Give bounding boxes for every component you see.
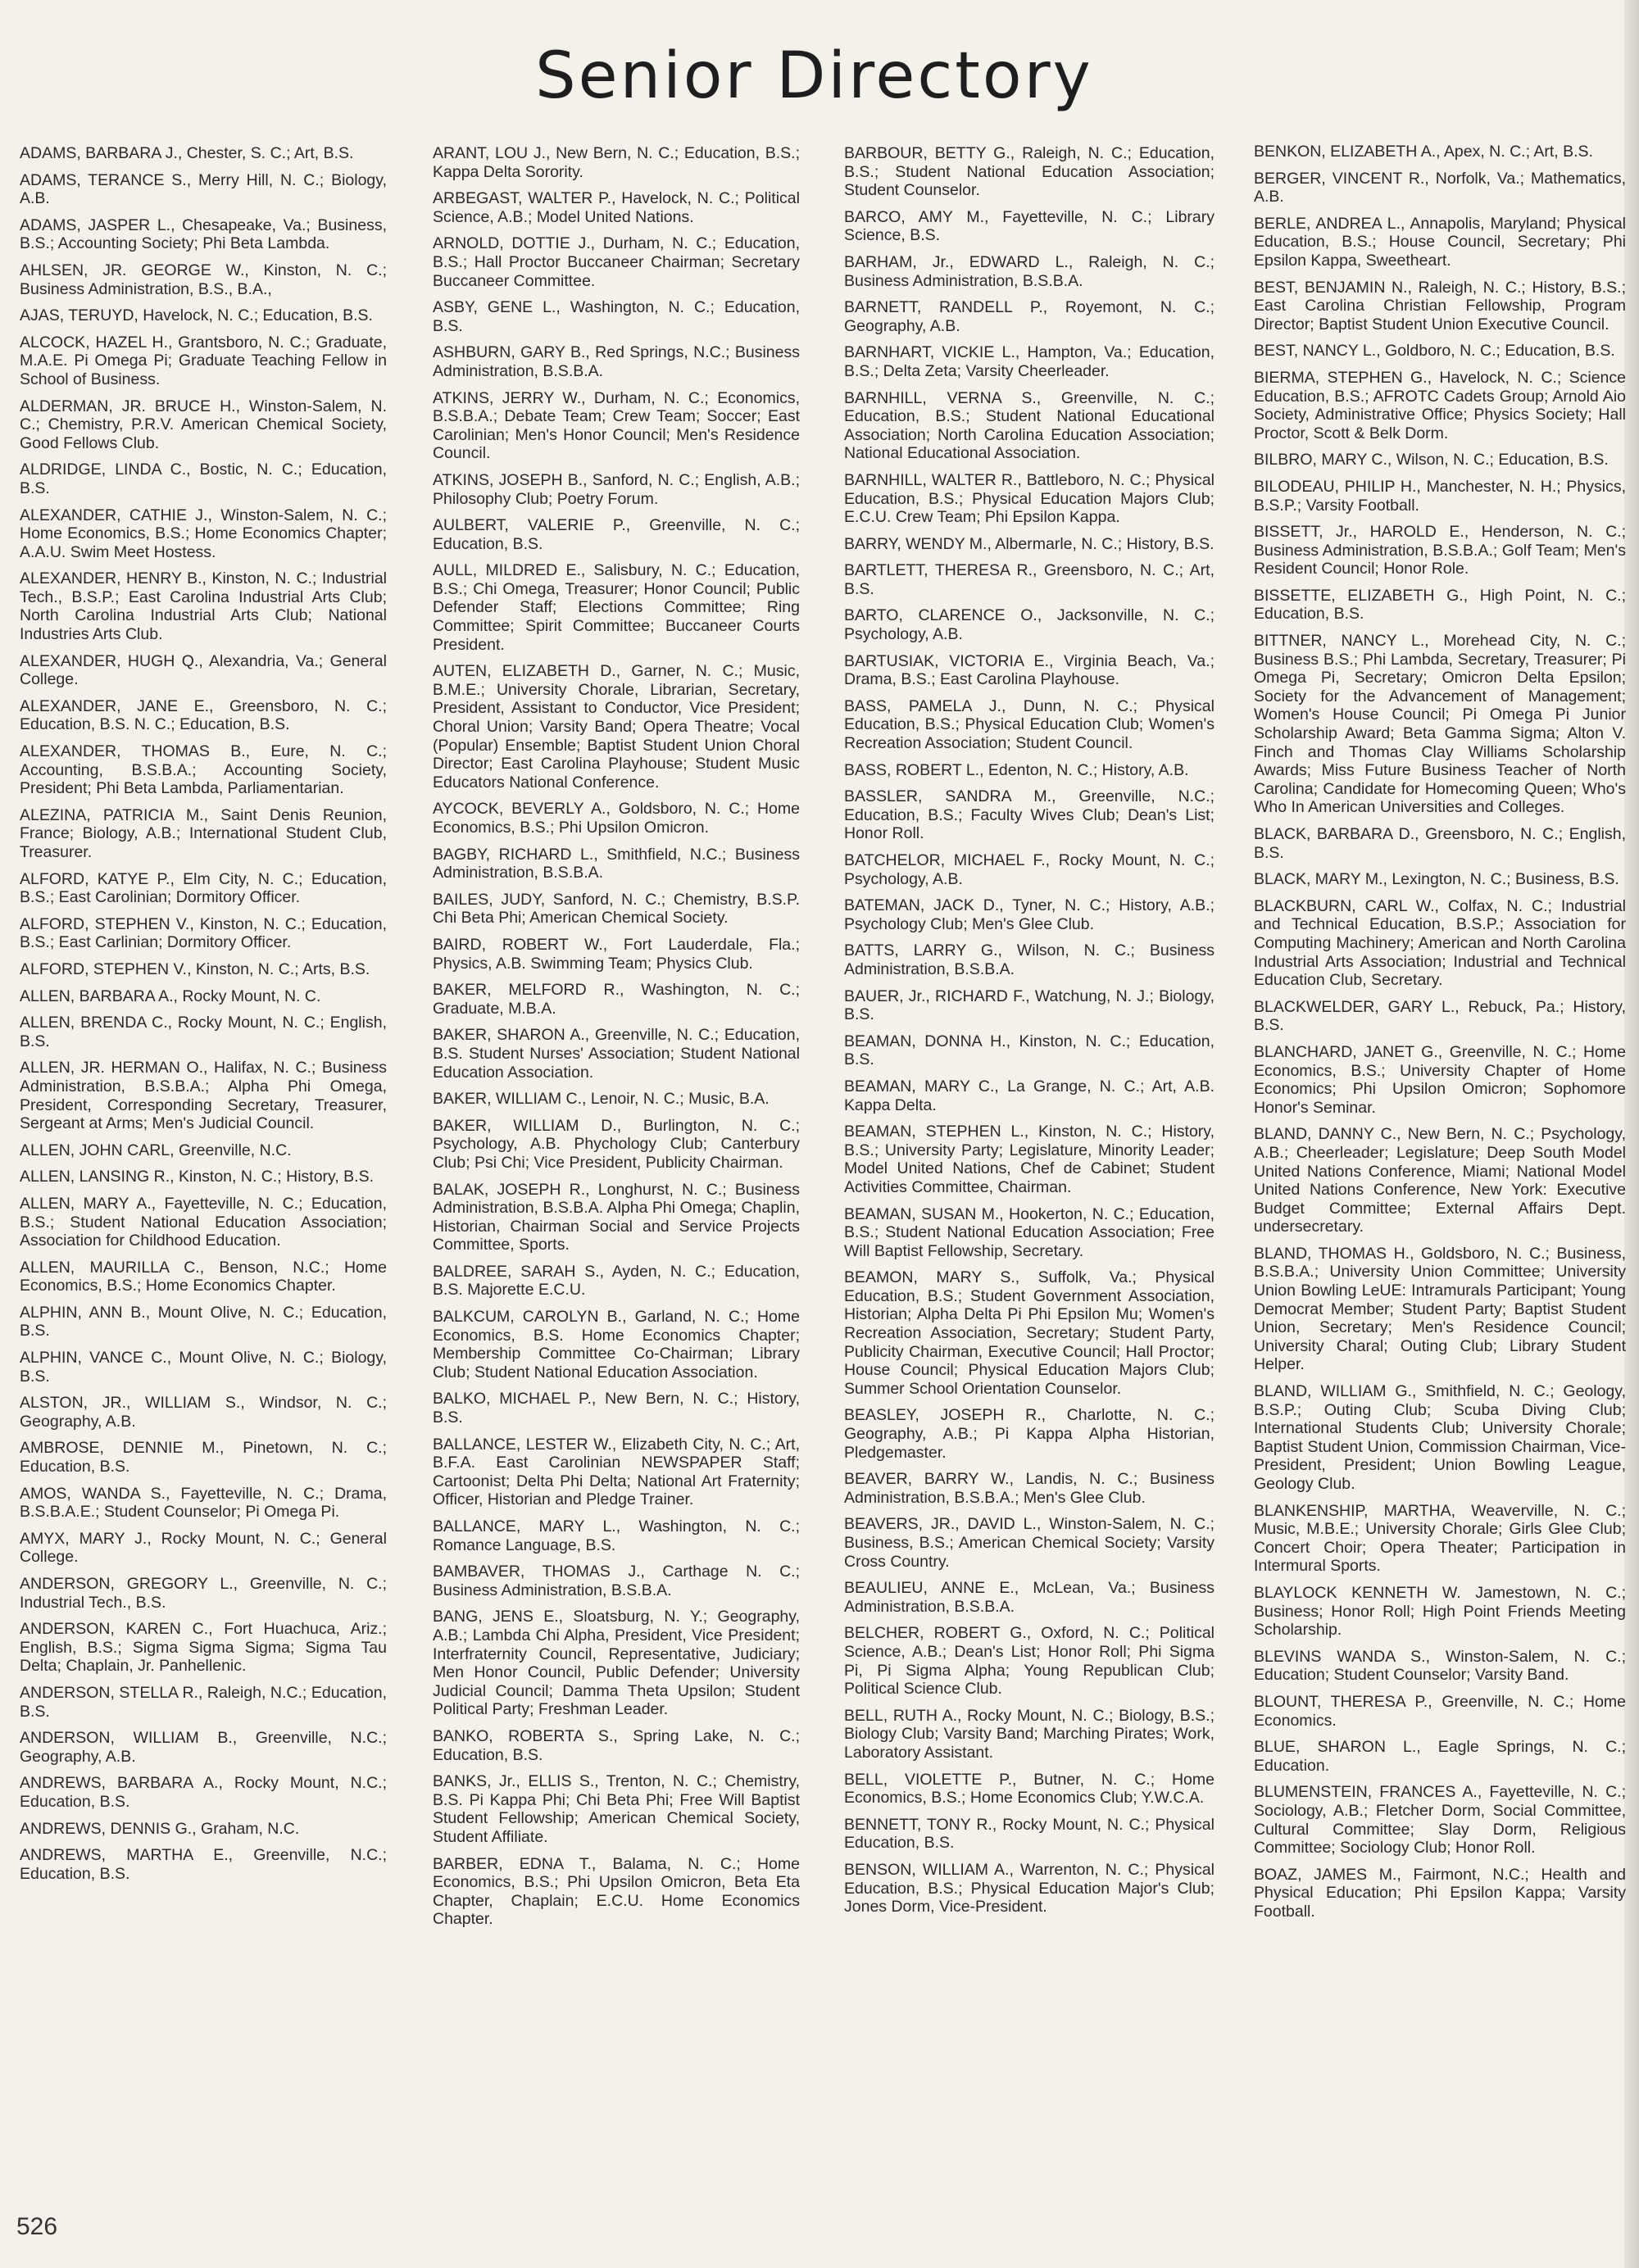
- directory-entry: ALLEN, BARBARA A., Rocky Mount, N. C.: [20, 987, 321, 1005]
- directory-entry: BILBRO, MARY C., Wilson, N. C.; Education, B.S.: [1254, 451, 1609, 469]
- directory-entry: ANDERSON, GREGORY L., Greenville, N. C.; Industrial Tech., B.S.: [20, 1575, 387, 1612]
- directory-entry: BEAMON, MARY S., Suffolk, Va.; Physical Education, B.S.; Student Government Association, Historian; Alpha Delta Pi Phi Epsilon Mu; Women's Recreation Association, Secretary; Student Party, Publicity Chairman, Executive Council; Hall Proctor; House Council; Physical Education Majors Club; Summer School Orientation Counselor.: [844, 1268, 1214, 1398]
- directory-entry: BALLANCE, LESTER W., Elizabeth City, N. C.; Art, B.F.A. East Carolinian NEWSPAPER Staff; Cartoonist; Delta Phi Delta; National Art Fraternity; Officer, Historian and Pledge Trainer.: [433, 1435, 800, 1509]
- page-title: Senior Directory: [535, 39, 1093, 113]
- directory-entry: AYCOCK, BEVERLY A., Goldsboro, N. C.; Home Economics, B.S.; Phi Upsilon Omicron.: [433, 800, 800, 837]
- directory-entry: BEAVERS, JR., DAVID L., Winston-Salem, N. C.; Business, B.S.; American Chemical Society; Varsity Cross Country.: [844, 1515, 1214, 1571]
- directory-entry: BARNETT, RANDELL P., Royemont, N. C.; Geography, A.B.: [844, 298, 1214, 335]
- directory-entry: ANDREWS, MARTHA E., Greenville, N.C.; Education, B.S.: [20, 1846, 387, 1883]
- directory-entry: BANKO, ROBERTA S., Spring Lake, N. C.; Education, B.S.: [433, 1726, 800, 1764]
- directory-entry: AULBERT, VALERIE P., Greenville, N. C.; Education, B.S.: [433, 516, 800, 553]
- directory-entry: ADAMS, JASPER L., Chesapeake, Va.; Business, B.S.; Accounting Society; Phi Beta Lambda.: [20, 215, 387, 253]
- directory-entry: ALFORD, KATYE P., Elm City, N. C.; Education, B.S.; East Carolinian; Dormitory Officer.: [20, 869, 387, 907]
- directory-entry: BAMBAVER, THOMAS J., Carthage N. C.; Business Administration, B.S.B.A.: [433, 1563, 800, 1599]
- directory-entry: ARNOLD, DOTTIE J., Durham, N. C.; Education, B.S.; Hall Proctor Buccaneer Chairman; Secretary Buccaneer Committee.: [433, 234, 800, 290]
- directory-entry: BLAYLOCK KENNETH W. Jamestown, N. C.; Business; Honor Roll; High Point Friends Meeting Scholarship.: [1254, 1583, 1626, 1640]
- directory-column-4: [1254, 143, 1626, 1929]
- directory-entry: BASSLER, SANDRA M., Greenville, N.C.; Education, B.S.; Faculty Wives Club; Dean's List; Honor Roll.: [844, 787, 1214, 843]
- directory-entry: ALFORD, STEPHEN V., Kinston, N. C.; Arts, B.S.: [20, 959, 370, 978]
- directory-entry: AULL, MILDRED E., Salisbury, N. C.; Education, B.S.; Chi Omega, Treasurer; Honor Council; Public Defender Staff; Elections Committee; Ring Committee; Spirit Committee; Buccaneer Courts President.: [433, 561, 800, 654]
- directory-entry: ALLEN, BRENDA C., Rocky Mount, N. C.; English, B.S.: [20, 1014, 387, 1050]
- directory-entry: ALCOCK, HAZEL H., Grantsboro, N. C.; Graduate, M.A.E. Pi Omega Pi; Graduate Teaching Fellow in School of Business.: [20, 333, 387, 388]
- directory-entry: BLACKBURN, CARL W., Colfax, N. C.; Industrial and Technical Education, B.S.P.; Association for Computing Machinery; American and North Carolina Industrial Arts Association; Industrial and Technical Education Club, Secretary.: [1254, 896, 1626, 990]
- directory-entry: ASBY, GENE L., Washington, N. C.; Education, B.S.: [433, 298, 800, 335]
- directory-entry: AHLSEN, JR. GEORGE W., Kinston, N. C.; Business Administration, B.S., B.A.,: [20, 261, 387, 298]
- directory-entry: BEAVER, BARRY W., Landis, N. C.; Business Administration, B.S.B.A.; Men's Glee Club.: [844, 1470, 1214, 1507]
- directory-column-3: [844, 144, 1214, 1925]
- directory-entry: BALDREE, SARAH S., Ayden, N. C.; Education, B.S. Majorette E.C.U.: [433, 1262, 800, 1300]
- directory-entry: ANDERSON, STELLA R., Raleigh, N.C.; Education, B.S.: [20, 1683, 387, 1721]
- directory-entry: ALDRIDGE, LINDA C., Bostic, N. C.; Education, B.S.: [20, 460, 387, 497]
- directory-entry: BARCO, AMY M., Fayetteville, N. C.; Library Science, B.S.: [844, 207, 1214, 245]
- directory-entry: BERGER, VINCENT R., Norfolk, Va.; Mathematics, A.B.: [1254, 169, 1626, 206]
- directory-column-1: [20, 144, 387, 1891]
- directory-entry: ADAMS, TERANCE S., Merry Hill, N. C.; Biology, A.B.: [20, 170, 387, 208]
- directory-entry: BALLANCE, MARY L., Washington, N. C.; Romance Language, B.S.: [433, 1517, 800, 1554]
- directory-entry: ANDERSON, KAREN C., Fort Huachuca, Ariz.; English, B.S.; Sigma Sigma Sigma; Sigma Tau Delta; Chaplain, Jr. Panhellenic.: [20, 1620, 387, 1676]
- directory-entry: BEST, NANCY L., Goldboro, N. C.; Education, B.S.: [1254, 342, 1615, 361]
- directory-entry: AUTEN, ELIZABETH D., Garner, N. C.; Music, B.M.E.; University Chorale, Librarian, Secretary, President, Assistant to Conductor, Vice President; Choral Union; Varsity Band; Opera Theatre; Vocal (Popular) Ensemble; Baptist Student Union Choral Director; East Carolina Playhouse; Student Music Educators National Conference.: [433, 662, 800, 792]
- directory-column-2: [433, 144, 800, 1937]
- directory-entry: ALFORD, STEPHEN V., Kinston, N. C.; Education, B.S.; East Carlinian; Dormitory Officer.: [20, 914, 387, 952]
- directory-entry: BEAMAN, DONNA H., Kinston, N. C.; Education, B.S.: [844, 1032, 1214, 1069]
- directory-entry: BLACK, BARBARA D., Greensboro, N. C.; English, B.S.: [1254, 825, 1626, 862]
- directory-entry: BLANCHARD, JANET G., Greenville, N. C.; Home Economics, B.S.; University Chapter of Home Economics; Phi Upsilon Omicron; Sophomore Honor's Seminar.: [1254, 1042, 1626, 1117]
- directory-entry: BALKCUM, CAROLYN B., Garland, N. C.; Home Economics, B.S. Home Economics Chapter; Membership Committee Co-Chairman; Library Club; Student National Education Association.: [433, 1308, 800, 1381]
- directory-entry: ALLEN, LANSING R., Kinston, N. C.; History, B.S.: [20, 1168, 375, 1186]
- directory-entry: BASS, PAMELA J., Dunn, N. C.; Physical Education, B.S.; Physical Education Club; Women's Recreation Association; Student Council.: [844, 696, 1214, 753]
- directory-entry: BEAMAN, MARY C., La Grange, N. C.; Art, A.B. Kappa Delta.: [844, 1077, 1214, 1114]
- directory-entry: ALLEN, MARY A., Fayetteville, N. C.; Education, B.S.; Student National Education Association; Association for Childhood Education.: [20, 1194, 387, 1250]
- directory-entry: ALLEN, JOHN CARL, Greenville, N.C.: [20, 1141, 292, 1159]
- directory-entry: BELCHER, ROBERT G., Oxford, N. C.; Political Science, A.B.; Dean's List; Honor Roll; Phi Sigma Pi, Pi Sigma Alpha; Young Republican Club; Political Science Club.: [844, 1624, 1214, 1699]
- directory-entry: BARTUSIAK, VICTORIA E., Virginia Beach, Va.; Drama, B.S.; East Carolina Playhouse.: [844, 651, 1214, 689]
- directory-entry: ATKINS, JOSEPH B., Sanford, N. C.; English, A.B.; Philosophy Club; Poetry Forum.: [433, 470, 800, 508]
- page-gutter-shadow: [1624, 0, 1639, 2268]
- directory-entry: BARNHART, VICKIE L., Hampton, Va.; Education, B.S.; Delta Zeta; Varsity Cheerleader.: [844, 343, 1214, 380]
- directory-entry: BAKER, WILLIAM C., Lenoir, N. C.; Music, B.A.: [433, 1090, 770, 1109]
- directory-entry: BATEMAN, JACK D., Tyner, N. C.; History, A.B.; Psychology Club; Men's Glee Club.: [844, 896, 1214, 933]
- directory-entry: ALSTON, JR., WILLIAM S., Windsor, N. C.; Geography, A.B.: [20, 1394, 387, 1431]
- directory-entry: AMBROSE, DENNIE M., Pinetown, N. C.; Education, B.S.: [20, 1439, 387, 1476]
- directory-entry: BIERMA, STEPHEN G., Havelock, N. C.; Science Education, B.S.; AFROTC Cadets Group; Arnold Aio Society, Administrative Office; Physics Society; Hall Proctor, Scott & Belk Dorm.: [1254, 368, 1626, 442]
- directory-entry: BATTS, LARRY G., Wilson, N. C.; Business Administration, B.S.B.A.: [844, 941, 1214, 978]
- directory-entry: BEAULIEU, ANNE E., McLean, Va.; Business Administration, B.S.B.A.: [844, 1579, 1214, 1616]
- directory-entry: BEST, BENJAMIN N., Raleigh, N. C.; History, B.S.; East Carolina Christian Fellowship, Program Director; Baptist Student Union Executive Council.: [1254, 278, 1626, 333]
- page-number: 526: [16, 2213, 58, 2240]
- directory-entry: ANDREWS, BARBARA A., Rocky Mount, N.C.; Education, B.S.: [20, 1774, 387, 1811]
- directory-entry: ALEXANDER, JANE E., Greensboro, N. C.; Education, B.S. N. C.; Education, B.S.: [20, 696, 387, 734]
- directory-entry: BAKER, MELFORD R., Washington, N. C.; Graduate, M.B.A.: [433, 981, 800, 1018]
- directory-entry: BENNETT, TONY R., Rocky Mount, N. C.; Physical Education, B.S.: [844, 1815, 1214, 1853]
- directory-entry: BANKS, Jr., ELLIS S., Trenton, N. C.; Chemistry, B.S. Pi Kappa Phi; Chi Beta Phi; Free Will Baptist Student Fellowship; American Chemical Society, Student Affiliate.: [433, 1772, 800, 1846]
- directory-entry: BLAND, THOMAS H., Goldsboro, N. C.; Business, B.S.B.A.; University Union Committee; University Union Bowling LeUE: Intramurals Participant; Young Democrat Member; Student Party; Baptist Student Union, Secretary; Men's Residence Council; University Charal; Outing Club; Library Student Helper.: [1254, 1244, 1626, 1374]
- directory-entry: BARNHILL, WALTER R., Battleboro, N. C.; Physical Education, B.S.; Physical Education Majors Club; E.C.U. Crew Team; Phi Epsilon Kappa.: [844, 470, 1214, 527]
- directory-entry: BARTLETT, THERESA R., Greensboro, N. C.; Art, B.S.: [844, 561, 1214, 598]
- directory-entry: BLACK, MARY M., Lexington, N. C.; Business, B.S.: [1254, 870, 1619, 889]
- directory-entry: ALLEN, JR. HERMAN O., Halifax, N. C.; Business Administration, B.S.B.A.; Alpha Phi Omega, President, Corresponding Secretary, Treasurer, Sergeant at Arms; Men's Judicial Council.: [20, 1059, 387, 1133]
- directory-entry: BAKER, WILLIAM D., Burlington, N. C.; Psychology, A.B. Phychology Club; Canterbury Club; Psi Chi; Vice President, Publicity Chairman.: [433, 1116, 800, 1172]
- directory-entry: BAGBY, RICHARD L., Smithfield, N.C.; Business Administration, B.S.B.A.: [433, 845, 800, 882]
- directory-entry: BLEVINS WANDA S., Winston-Salem, N. C.; Education; Student Counselor; Varsity Band.: [1254, 1647, 1626, 1685]
- directory-entry: BENKON, ELIZABETH A., Apex, N. C.; Art, B.S.: [1254, 143, 1593, 161]
- directory-entry: BARNHILL, VERNA S., Greenville, N. C.; Education, B.S.; Student National Educational Association; North Carolina Education Association; National Educational Association.: [844, 388, 1214, 463]
- directory-entry: BEAMAN, STEPHEN L., Kinston, N. C.; History, B.S.; University Party; Legislature, Minority Leader; Model United Nations, Chef de Cabinet; Student Activities Committee, Chairman.: [844, 1123, 1214, 1196]
- directory-entry: AMOS, WANDA S., Fayetteville, N. C.; Drama, B.S.B.A.E.; Student Counselor; Pi Omega Pi.: [20, 1484, 387, 1522]
- directory-entry: ADAMS, BARBARA J., Chester, S. C.; Art, B.S.: [20, 144, 354, 162]
- directory-entry: BAIRD, ROBERT W., Fort Lauderdale, Fla.; Physics, A.B. Swimming Team; Physics Club.: [433, 935, 800, 973]
- directory-entry: BATCHELOR, MICHAEL F., Rocky Mount, N. C.; Psychology, A.B.: [844, 851, 1214, 888]
- directory-entry: BENSON, WILLIAM A., Warrenton, N. C.; Physical Education, B.S.; Physical Education Major's Club; Jones Dorm, Vice-President.: [844, 1860, 1214, 1916]
- directory-entry: BEAMAN, SUSAN M., Hookerton, N. C.; Education, B.S.; Student National Education Association; Free Will Baptist Fellowship, Secretary.: [844, 1204, 1214, 1260]
- directory-entry: BILODEAU, PHILIP H., Manchester, N. H.; Physics, B.S.P.; Varsity Football.: [1254, 477, 1626, 515]
- directory-entry: AMYX, MARY J., Rocky Mount, N. C.; General College.: [20, 1529, 387, 1567]
- directory-entry: ASHBURN, GARY B., Red Springs, N.C.; Business Administration, B.S.B.A.: [433, 343, 800, 380]
- directory-entry: BARRY, WENDY M., Albermarle, N. C.; History, B.S.: [844, 534, 1214, 553]
- directory-entry: BASS, ROBERT L., Edenton, N. C.; History, A.B.: [844, 760, 1189, 779]
- directory-entry: ALPHIN, ANN B., Mount Olive, N. C.; Education, B.S.: [20, 1303, 387, 1340]
- directory-entry: ALEXANDER, HUGH Q., Alexandria, Va.; General College.: [20, 651, 387, 689]
- directory-entry: BLANKENSHIP, MARTHA, Weaverville, N. C.; Music, M.B.E.; University Chorale; Girls Glee Club; Concert Choir; Opera Theater; Participation in Intermural Sports.: [1254, 1501, 1626, 1576]
- directory-entry: BEASLEY, JOSEPH R., Charlotte, N. C.; Geography, A.B.; Pi Kappa Alpha Historian, Pledgemaster.: [844, 1406, 1214, 1462]
- directory-entry: ALPHIN, VANCE C., Mount Olive, N. C.; Biology, B.S.: [20, 1349, 387, 1386]
- directory-entry: BLOUNT, THERESA P., Greenville, N. C.; Home Economics.: [1254, 1692, 1626, 1730]
- directory-entry: BLACKWELDER, GARY L., Rebuck, Pa.; History, B.S.: [1254, 997, 1626, 1035]
- directory-entry: BLUMENSTEIN, FRANCES A., Fayetteville, N. C.; Sociology, A.B.; Fletcher Dorm, Social Committee, Cultural Committee; Slay Dorm, Religious Committee; Sociology Club; Honor Roll.: [1254, 1783, 1626, 1857]
- directory-entry: ALDERMAN, JR. BRUCE H., Winston-Salem, N. C.; Chemistry, P.R.V. American Chemical Society, Good Fellows Club.: [20, 397, 387, 452]
- directory-entry: BELL, VIOLETTE P., Butner, N. C.; Home Economics, B.S.; Home Economics Club; Y.W.C.A.: [844, 1770, 1214, 1808]
- directory-entry: BAUER, Jr., RICHARD F., Watchung, N. J.; Biology, B.S.: [844, 987, 1214, 1024]
- directory-entry: BARBER, EDNA T., Balama, N. C.; Home Economics, B.S.; Phi Upsilon Omicron, Beta Eta Chapter, Chaplain; E.C.U. Home Economics Chapter.: [433, 1854, 800, 1929]
- directory-entry: BERLE, ANDREA L., Annapolis, Maryland; Physical Education, B.S.; House Council, Secretary; Phi Epsilon Kappa, Sweetheart.: [1254, 214, 1626, 270]
- directory-entry: ALEXANDER, HENRY B., Kinston, N. C.; Industrial Tech., B.S.P.; East Carolina Industrial Arts Club; North Carolina Industrial Arts Club; National Industries Arts Club.: [20, 569, 387, 644]
- directory-entry: BARTO, CLARENCE O., Jacksonville, N. C.; Psychology, A.B.: [844, 606, 1214, 644]
- directory-entry: ALLEN, MAURILLA C., Benson, N.C.; Home Economics, B.S.; Home Economics Chapter.: [20, 1258, 387, 1295]
- directory-entry: ATKINS, JERRY W., Durham, N. C.; Economics, B.S.B.A.; Debate Team; Crew Team; Soccer; East Carolinian; Men's Honor Council; Men's Residence Council.: [433, 388, 800, 463]
- directory-entry: ARBEGAST, WALTER P., Havelock, N. C.; Political Science, A.B.; Model United Nations.: [433, 189, 800, 226]
- directory-entry: BLAND, WILLIAM G., Smithfield, N. C.; Geology, B.S.P.; Outing Club; Scuba Diving Club; International Students Club; University Chorale; Baptist Student Union, Commission Chairman, Vice-President, President; Union Bowling League, Geology Club.: [1254, 1382, 1626, 1493]
- directory-entry: ANDREWS, DENNIS G., Graham, N.C.: [20, 1819, 300, 1838]
- directory-entry: BARHAM, Jr., EDWARD L., Raleigh, N. C.; Business Administration, B.S.B.A.: [844, 252, 1214, 290]
- directory-entry: BITTNER, NANCY L., Morehead City, N. C.; Business B.S.; Phi Lambda, Secretary, Treasurer; Pi Omega Pi, Secretary; Omicron Delta Epsilon; Society for the Advancement of Management; Women's House Council; Pi Omega Pi Junior Scholarship Award; Beta Gamma Sigma; Alton V. Finch and Thomas Clay Williams Scholarship Awards; Miss Future Business Teacher of North Carolina; Candidate for Homecoming Queen; Who's Who In American Universities and Colleges.: [1254, 632, 1626, 817]
- directory-entry: BISSETT, Jr., HAROLD E., Henderson, N. C.; Business Administration, B.S.B.A.; Golf Team; Men's Resident Council; Honor Role.: [1254, 523, 1626, 578]
- directory-entry: BALKO, MICHAEL P., New Bern, N. C.; History, B.S.: [433, 1390, 800, 1427]
- directory-entry: AJAS, TERUYD, Havelock, N. C.; Education, B.S.: [20, 306, 373, 325]
- directory-entry: ALEXANDER, CATHIE J., Winston-Salem, N. C.; Home Economics, B.S.; Home Economics Chapter; A.A.U. Swim Meet Hostess.: [20, 506, 387, 561]
- directory-entry: ARANT, LOU J., New Bern, N. C.; Education, B.S.; Kappa Delta Sorority.: [433, 144, 800, 181]
- directory-entry: BELL, RUTH A., Rocky Mount, N. C.; Biology, B.S.; Biology Club; Varsity Band; Marching Pirates; Work, Laboratory Assistant.: [844, 1706, 1214, 1762]
- directory-entry: ANDERSON, WILLIAM B., Greenville, N.C.; Geography, A.B.: [20, 1729, 387, 1766]
- directory-entry: BOAZ, JAMES M., Fairmont, N.C.; Health and Physical Education; Phi Epsilon Kappa; Varsity Football.: [1254, 1865, 1626, 1921]
- directory-entry: ALEZINA, PATRICIA M., Saint Denis Reunion, France; Biology, A.B.; International Student Club, Treasurer.: [20, 805, 387, 861]
- directory-entry: BLUE, SHARON L., Eagle Springs, N. C.; Education.: [1254, 1738, 1626, 1775]
- directory-entry: BAILES, JUDY, Sanford, N. C.; Chemistry, B.S.P. Chi Beta Phi; American Chemical Society.: [433, 890, 800, 928]
- directory-entry: BISSETTE, ELIZABETH G., High Point, N. C.; Education, B.S.: [1254, 586, 1626, 624]
- directory-entry: BALAK, JOSEPH R., Longhurst, N. C.; Business Administration, B.S.B.A. Alpha Phi Omega; Chaplin, Historian, Chairman Social and Service Projects Committee, Sports.: [433, 1180, 800, 1254]
- directory-entry: BANG, JENS E., Sloatsburg, N. Y.; Geography, A.B.; Lambda Chi Alpha, President, Vice President; Interfraternity Council, Representative, Judiciary; Men Honor Council, Public Defender; University Judicial Council; Damma Theta Upsilon; Student Political Party; Freshman Leader.: [433, 1608, 800, 1719]
- directory-entry: BARBOUR, BETTY G., Raleigh, N. C.; Education, B.S.; Student National Education Association; Student Counselor.: [844, 144, 1214, 200]
- directory-entry: ALEXANDER, THOMAS B., Eure, N. C.; Accounting, B.S.B.A.; Accounting Society, President; Phi Beta Lambda, Parliamentarian.: [20, 742, 387, 798]
- directory-entry: BLAND, DANNY C., New Bern, N. C.; Psychology, A.B.; Cheerleader; Legislature; Deep South Model United Nations Conference, Miami; National Model United Nations Conference, New York: Executive Budget Committee; External Affairs Dept. undersecretary.: [1254, 1125, 1626, 1236]
- directory-entry: BAKER, SHARON A., Greenville, N. C.; Education, B.S. Student Nurses' Association; Student National Education Association.: [433, 1026, 800, 1082]
